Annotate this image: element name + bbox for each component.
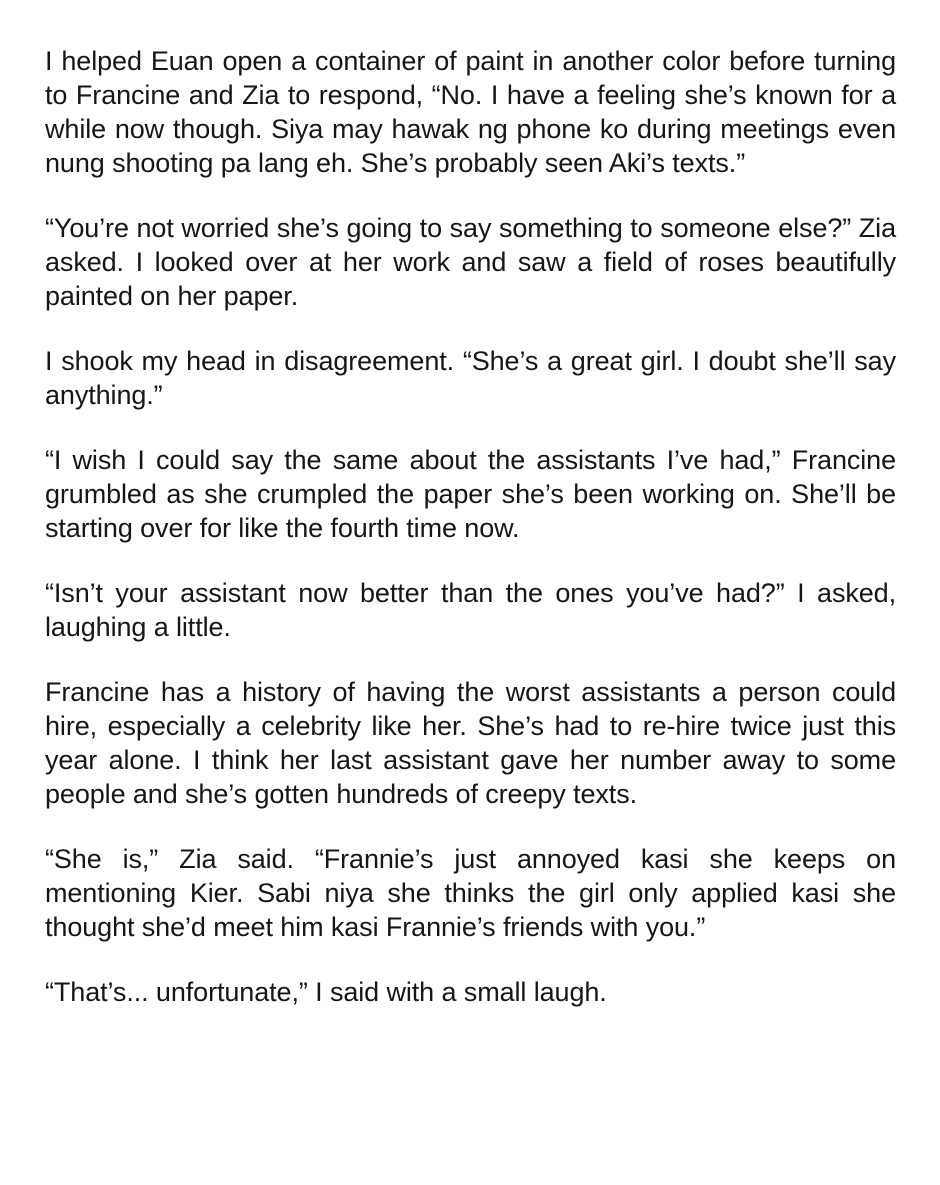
paragraph-7: “She is,” Zia said. “Frannie’s just annoyed kasi she keeps on mentioning Kier. Sabi niya she thinks the girl only applied kasi she thought she’d meet him kasi Frannie’s friends with you.”: [45, 844, 896, 942]
paragraph-2: “You’re not worried she’s going to say something to someone else?” Zia asked. I looked over at her work and saw a field of roses beautifully painted on her paper.: [45, 213, 896, 311]
paragraph-1: I helped Euan open a container of paint in another color before turning to Francine and Zia to respond, “No. I have a feeling she’s known for a while now though. Siya may hawak ng phone ko during meetings even nung shooting pa lang eh. She’s probably seen Aki’s texts.”: [45, 46, 896, 178]
paragraph-4: “I wish I could say the same about the assistants I’ve had,” Francine grumbled as she crumpled the paper she’s been working on. She’ll be starting over for like the fourth time now.: [45, 445, 896, 543]
paragraph-5: “Isn’t your assistant now better than the ones you’ve had?” I asked, laughing a little.: [45, 578, 896, 642]
paragraph-8: “That’s... unfortunate,” I said with a small laugh.: [45, 977, 607, 1007]
paragraph-6: Francine has a history of having the worst assistants a person could hire, especially a celebrity like her. She’s had to re-hire twice just this year alone. I think her last assistant gave her number away to some people and she’s gotten hundreds of creepy texts.: [45, 677, 896, 809]
paragraph-3: I shook my head in disagreement. “She’s a great girl. I doubt she’ll say anything.”: [45, 346, 896, 410]
